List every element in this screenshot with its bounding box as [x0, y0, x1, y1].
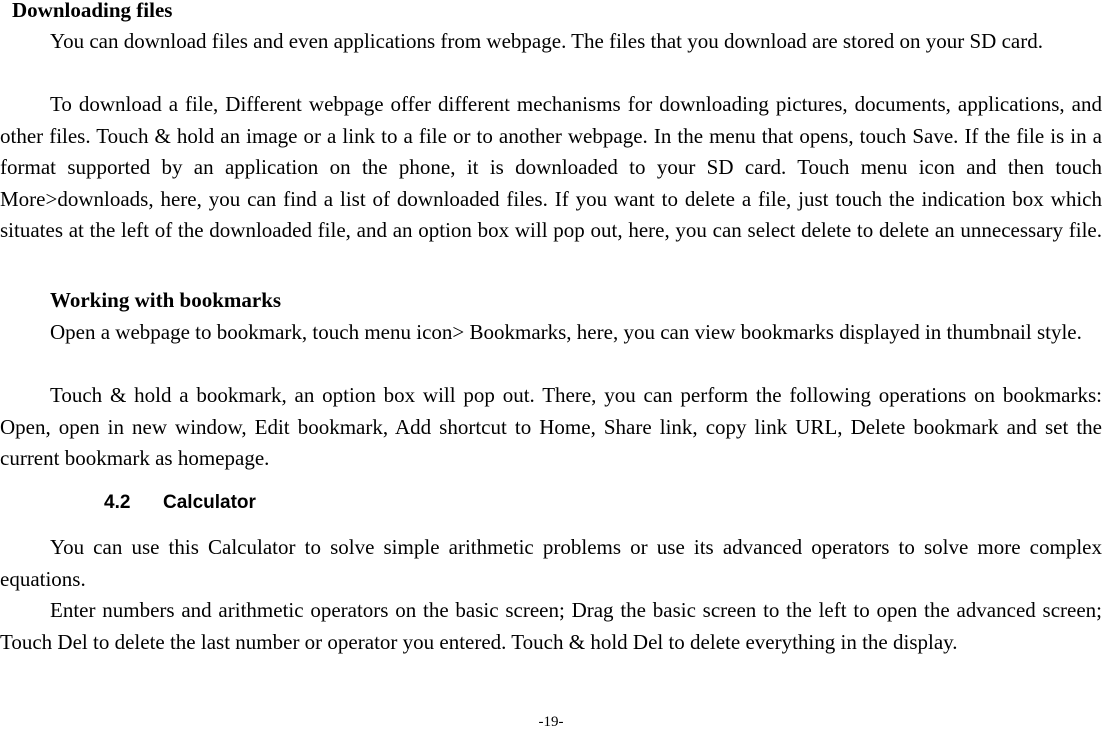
calculator-paragraph-2: Enter numbers and arithmetic operators on the basic screen; Drag the basic screen to the left to open the advanced screen; Touch Del to delete the last number or operator you entered. Touch & hold Del to delete everything in the display. — [0, 598, 1102, 654]
calculator-paragraph-1: You can use this Calculator to solve simple arithmetic problems or use its advanced operators to solve more complex equations. — [0, 535, 1102, 591]
downloading-files-heading: Downloading files — [12, 0, 173, 22]
downloading-paragraph-2: To download a file, Different webpage offer different mechanisms for downloading pictures, documents, applications, and other files. Touch & hold an image or a link to a file or to another webpage. In the menu that opens, touch Save. If the file is in a format supported by an application on the phone, it is downloaded to your SD card. Touch menu icon and then touch More>downloads, here, you can find a list of downloaded files. If you want to delete a file, just touch the indication box which situates at the left of the downloaded file, and an option box will pop out, here, you can select delete to delete an unnecessary file. — [0, 92, 1102, 243]
bookmarks-paragraph-2: Touch & hold a bookmark, an option box will pop out. There, you can perform the following operations on bookmarks: Open, open in new window, Edit bookmark, Add shortcut to Home, Share link, copy link URL, Delete bookmark and set the current bookmark as homepage. — [0, 383, 1102, 471]
calculator-section-heading — [104, 490, 256, 516]
working-with-bookmarks-heading: Working with bookmarks — [50, 288, 282, 312]
bookmarks-paragraph-1: Open a webpage to bookmark, touch menu icon> Bookmarks, here, you can view bookmarks displayed in thumbnail style. — [50, 320, 1082, 344]
page-number: -19- — [538, 714, 564, 730]
section-title: Calculator — [163, 492, 256, 513]
section-number: 4.2 — [104, 492, 131, 513]
downloading-paragraph-1: You can download files and even applications from webpage. The files that you download are stored on your SD card. — [50, 29, 1043, 53]
